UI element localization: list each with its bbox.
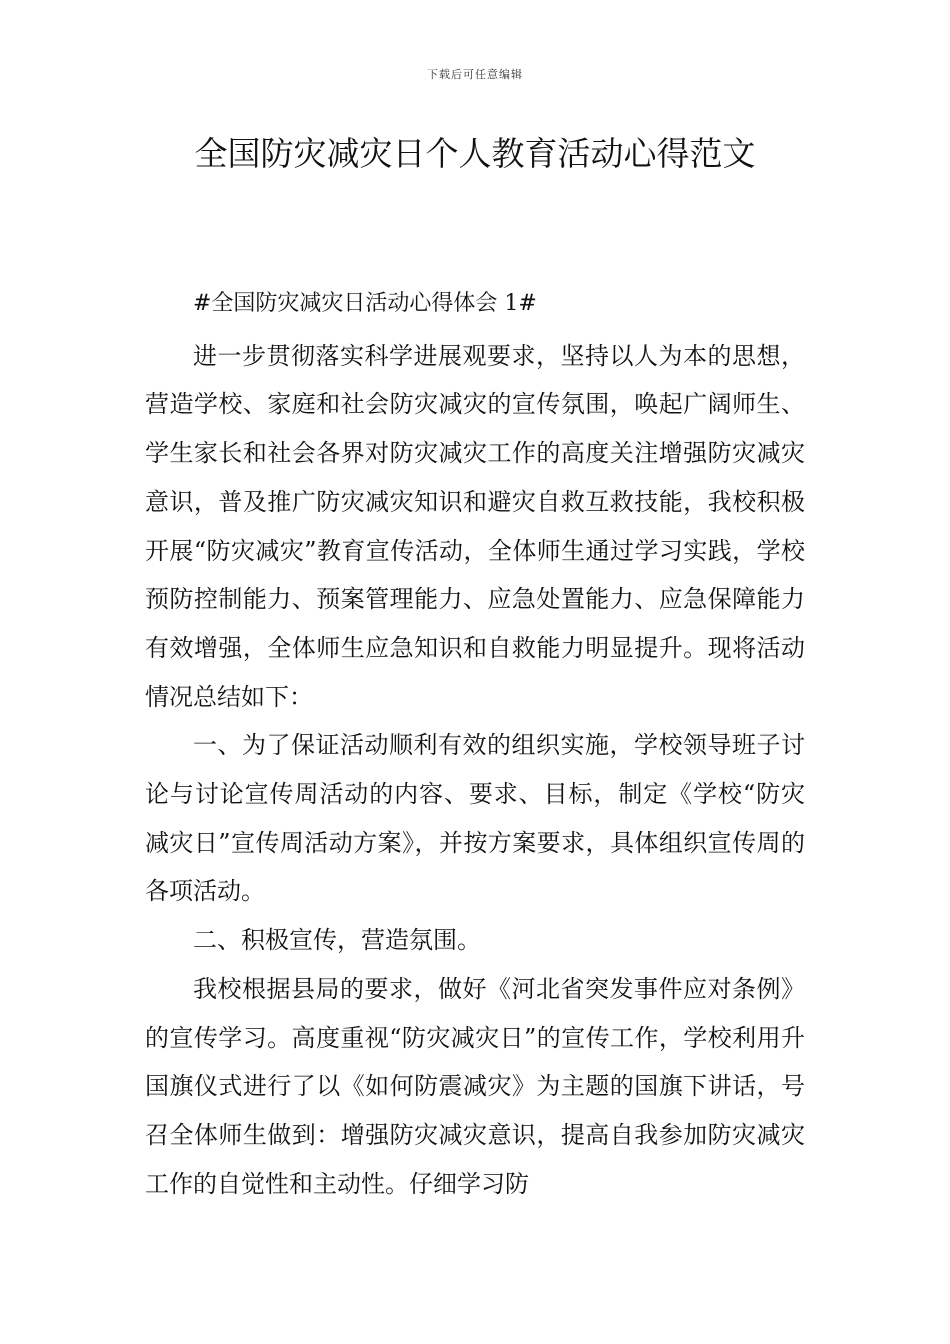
section-heading: #全国防灾减灾日活动心得体会 1# (193, 291, 537, 316)
header-note: 下载后可任意编辑 (427, 68, 523, 81)
document-title: 全国防灾减灾日个人教育活动心得范文 (194, 134, 756, 173)
paragraph-publicity-detail: 我校根据县局的要求，做好《河北省突发事件应对条例》的宣传学习。高度重视“防灾减灾日”的宣传工作，学校利用升国旗仪式进行了以《如何防震减灾》为主题的国旗下讲话，号召全体师生做到：增强防灾减灾意识，提高自我参加防灾减灾工作的自觉性和主动性。仔细学习防 (145, 974, 805, 1198)
document-body (145, 280, 805, 1208)
paragraph-intro: 进一步贯彻落实科学进展观要求，坚持以人为本的思想，营造学校、家庭和社会防灾减灾的宣传氛围，唤起广阔师生、学生家长和社会各界对防灾减灾工作的高度关注增强防灾减灾意识，普及推广防灾减灾知识和避灾自救互救技能，我校积极开展“防灾减灾”教育宣传活动，全体师生通过学习实践，学校预防控制能力、预案管理能力、应急处置能力、应急保障能力有效增强，全体师生应急知识和自救能力明显提升。现将活动情况总结如下： (145, 341, 805, 711)
paragraph-organization: 一、为了保证活动顺利有效的组织实施，学校领导班子讨论与讨论宣传周活动的内容、要求、目标，制定《学校“防灾减灾日”宣传周活动方案》，并按方案要求，具体组织宣传周的各项活动。 (145, 731, 805, 906)
paragraph-publicity-heading: 二、积极宣传，营造氛围。 (193, 926, 481, 955)
